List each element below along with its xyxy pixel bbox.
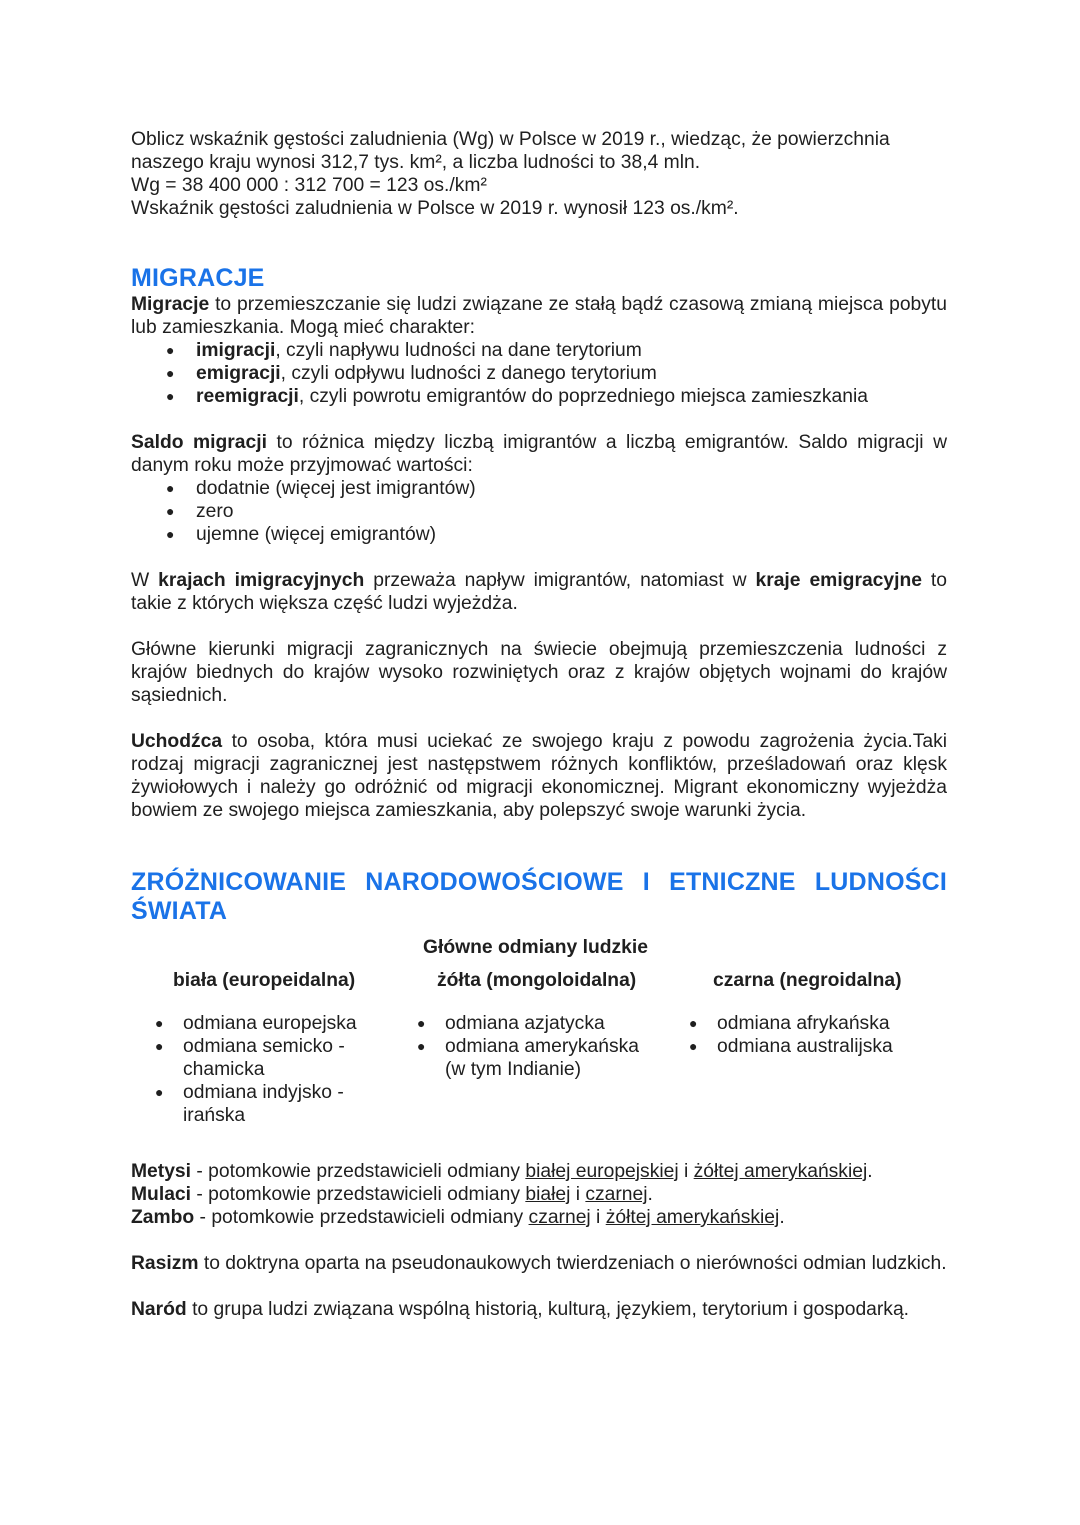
metysi-line — [131, 1160, 947, 1183]
term-saldo: Saldo migracji — [131, 432, 267, 453]
underlined-text: czarnej — [528, 1207, 591, 1228]
term-reemigracja: reemigracji — [196, 386, 299, 407]
saldo-values-list — [131, 477, 947, 546]
term-zambo: Zambo — [131, 1207, 195, 1228]
list-item: ● dodatnie (więcej jest imigrantów) — [131, 477, 947, 500]
list-item: ● odmiana amerykańska (w tym Indianie) — [413, 1035, 641, 1081]
text: . — [779, 1207, 785, 1228]
text: - potomkowie przedstawicieli odmiany — [191, 1161, 526, 1182]
underlined-text: żółtej amerykańskiej — [605, 1207, 780, 1228]
heading-zroznicowanie: ZRÓŻNICOWANIE NARODOWOŚCIOWE I ETNICZNE LUDNOŚCI ŚWIATA — [131, 868, 947, 925]
text: to takie z których większa część ludzi wyjeżdża. — [131, 570, 948, 614]
list-item: ● odmiana afrykańska — [685, 1012, 947, 1035]
underlined-text: żółtej amerykańskiej — [693, 1161, 868, 1182]
intro-question: Oblicz wskaźnik gęstości zaludnienia (Wg) w Polsce w 2019 r., wiedząc, że powierzchnia naszego kraju wynosi 312,7 tys. km², a liczba ludności to 38,4 mln. — [131, 129, 890, 173]
uchodzca-text: to osoba, która musi uciekać ze swojego kraju z powodu zagrożenia życia.Taki rodzaj migracji zagranicznej jest następstwem różnych konfliktów, prześladowań oraz klęsk żywiołowych i należy go odróżnić od migracji ekonomicznej. Migrant ekonomiczny wyjeżdża bowiem ze swojego miejsca zamieszkania, aby polepszyć swoje warunki życia. — [131, 731, 947, 821]
text: i — [678, 1161, 694, 1182]
heading-migracje: MIGRACJE — [131, 264, 265, 292]
column-zolta — [403, 969, 675, 1127]
kierunki-paragraph: Główne kierunki migracji zagranicznych na świecie obejmują przemieszczenia ludności z krajów biednych do krajów wysoko rozwiniętych oraz z krajów objętych wojnami do krajów sąsiednich. — [131, 639, 947, 706]
text: - potomkowie przedstawicieli odmiany — [191, 1184, 526, 1205]
table-title: Główne odmiany ludzkie — [423, 937, 648, 958]
list-item-text: , czyli powrotu emigrantów do poprzedniego miejsca zamieszkania — [298, 386, 868, 407]
saldo-definition — [131, 431, 947, 477]
term-narod: Naród — [131, 1299, 187, 1320]
column-biala — [131, 969, 403, 1127]
list-item: ● odmiana semicko - chamicka — [151, 1035, 381, 1081]
zambo-line — [131, 1206, 947, 1229]
term-uchodzca: Uchodźca — [131, 731, 223, 752]
migracje-definition-text: to przemieszczanie się ludzi związane ze stałą bądź czasową zmianą miejsca pobytu lub zamieszkania. Mogą mieć charakter: — [131, 294, 947, 338]
text: to grupa ludzi związana wspólną historią, kulturą, językiem, terytorium i gospodarką. — [186, 1299, 910, 1320]
term-metysi: Metysi — [131, 1161, 192, 1182]
saldo-text: to różnica między liczbą imigrantów a liczbą emigrantów. Saldo migracji w danym roku może przyjmować wartości: — [131, 432, 948, 476]
list-item: ● odmiana australijska — [685, 1035, 947, 1058]
underlined-text: białej europejskiej — [525, 1161, 679, 1182]
text: i — [590, 1207, 606, 1228]
text: i — [570, 1184, 586, 1205]
kraje-paragraph — [131, 569, 947, 615]
migration-types-list — [131, 339, 947, 408]
list-item: ● odmiana europejska — [151, 1012, 381, 1035]
text: . — [647, 1184, 653, 1205]
rasizm-paragraph — [131, 1252, 947, 1275]
narod-paragraph — [131, 1298, 947, 1321]
intro-answer: Wskaźnik gęstości zaludnienia w Polsce w 2019 r. wynosił 123 os./km². — [131, 198, 739, 219]
mulaci-line — [131, 1183, 947, 1206]
term-kraje-emigracyjne: kraje emigracyjne — [755, 570, 922, 591]
list-item-text: , czyli napływu ludności na dane terytorium — [275, 340, 642, 361]
column-czarna — [675, 969, 947, 1127]
text: - potomkowie przedstawicieli odmiany — [194, 1207, 529, 1228]
list-item — [131, 339, 947, 362]
column-title: czarna (negroidalna) — [713, 970, 902, 991]
column-title: żółta (mongoloidalna) — [437, 970, 637, 991]
term-imigracja: imigracji — [196, 340, 276, 361]
list-item: ● odmiana indyjsko - irańska — [151, 1081, 381, 1127]
human-varieties-table — [131, 969, 947, 1127]
list-item: ● ujemne (więcej emigrantów) — [131, 523, 947, 546]
text: W — [131, 570, 159, 591]
list-item-text: , czyli odpływu ludności z danego terytorium — [280, 363, 657, 384]
text: przeważa napływ imigrantów, natomiast w — [364, 570, 756, 591]
migracje-definition — [131, 293, 947, 339]
term-mulaci: Mulaci — [131, 1184, 191, 1205]
text: . — [867, 1161, 873, 1182]
underlined-text: białej — [525, 1184, 571, 1205]
intro-calculation: Wg = 38 400 000 : 312 700 = 123 os./km² — [131, 175, 487, 196]
term-emigracja: emigracji — [196, 363, 281, 384]
underlined-text: czarnej — [585, 1184, 648, 1205]
list-item — [131, 385, 947, 408]
term-rasizm: Rasizm — [131, 1253, 199, 1274]
list-item: ● zero — [131, 500, 947, 523]
document-page — [131, 128, 947, 1321]
list-item: ● odmiana azjatycka — [413, 1012, 641, 1035]
list-item — [131, 362, 947, 385]
term-migracje: Migracje — [131, 294, 210, 315]
text: to doktryna oparta na pseudonaukowych twierdzeniach o nierówności odmian ludzkich. — [198, 1253, 947, 1274]
column-title: biała (europeidalna) — [173, 970, 356, 991]
uchodzca-paragraph — [131, 730, 947, 822]
term-kraje-imigracyjne: krajach imigracyjnych — [158, 570, 365, 591]
